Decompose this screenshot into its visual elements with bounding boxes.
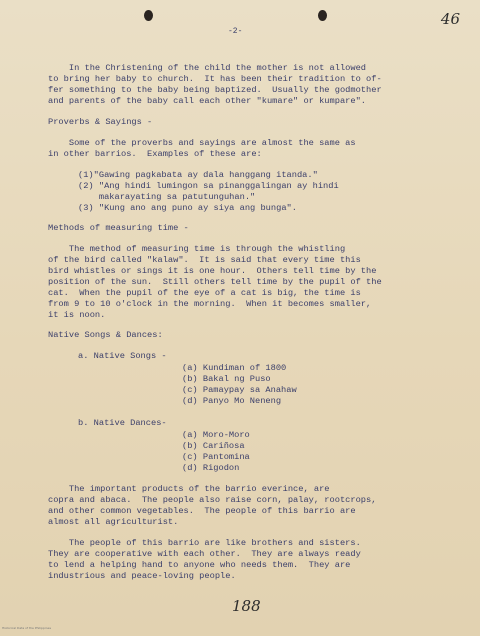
text-line: The important products of the barrio everince, are <box>48 484 330 494</box>
text-line: position of the sun. Still others tell time by the pupil of the <box>48 277 382 287</box>
text-line: and parents of the baby call each other "kumare" or kumpare". <box>48 96 367 106</box>
text-line: from 9 to 10 o'clock in the morning. When it becomes smaller, <box>48 299 372 309</box>
text-line: copra and abaca. The people also raise corn, palay, rootcrops, <box>48 495 377 505</box>
dance-item: (a) Moro-Moro <box>182 430 250 440</box>
text-line: The method of measuring time is through the whistling <box>48 244 346 254</box>
dance-item: (d) Rigodon <box>182 463 240 473</box>
text-line: and other common vegetables. The people of this barrio are <box>48 506 356 516</box>
section-heading: Native Songs & Dances: <box>48 330 163 340</box>
text-line: Some of the proverbs and sayings are almost the same as <box>48 138 356 148</box>
text-line: it is noon. <box>48 310 106 320</box>
text-line: In the Christening of the child the mother is not allowed <box>48 63 367 73</box>
dance-item: (c) Pantomina <box>182 452 250 462</box>
text-line: almost all agriculturist. <box>48 517 179 527</box>
song-item: (c) Pamaypay sa Anahaw <box>182 385 297 395</box>
microfilm-note: Historical Data of the Philippines <box>2 626 52 630</box>
text-line: in other barrios. Examples of these are: <box>48 149 262 159</box>
text-line: industrious and peace-loving people. <box>48 571 236 581</box>
punch-hole-right <box>318 10 327 21</box>
text-line: The people of this barrio are like brothers and sisters. <box>48 538 361 548</box>
proverb-item: (1)"Gawing pagkabata ay dala hanggang itanda." <box>78 170 318 180</box>
proverb-item: makarayating sa patutunguhan." <box>78 192 256 202</box>
text-line: to bring her baby to church. It has been their tradition to of- <box>48 74 382 84</box>
text-line: They are cooperative with each other. They are always ready <box>48 549 361 559</box>
section-heading: Proverbs & Sayings - <box>48 117 153 127</box>
proverb-item: (3) "Kung ano ang puno ay siya ang bunga". <box>78 203 297 213</box>
song-item: (d) Panyo Mo Neneng <box>182 396 282 406</box>
proverb-item: (2) "Ang hindi lumingon sa pinanggalingan ay hindi <box>78 181 339 191</box>
text-line: to lend a helping hand to anyone who needs them. They are <box>48 560 351 570</box>
dance-item: (b) Cariñosa <box>182 441 245 451</box>
handwritten-footer-number: 188 <box>232 597 261 615</box>
subsection-heading: b. Native Dances- <box>78 418 167 428</box>
text-line: of the bird called "kalaw". It is said that every time this <box>48 255 361 265</box>
song-item: (a) Kundiman of 1800 <box>182 363 287 373</box>
section-heading: Methods of measuring time - <box>48 223 189 233</box>
song-item: (b) Bakal ng Puso <box>182 374 271 384</box>
text-line: bird whistles or sings it is one hour. Others tell time by the <box>48 266 377 276</box>
text-line: fer something to the baby being baptized. Usually the godmother <box>48 85 382 95</box>
subsection-heading: a. Native Songs - <box>78 351 167 361</box>
text-line: cat. When the pupil of the eye of a cat is big, the time is <box>48 288 361 298</box>
handwritten-page-number: 46 <box>440 10 460 28</box>
punch-hole-left <box>144 10 153 21</box>
page-marker: -2- <box>228 27 243 36</box>
